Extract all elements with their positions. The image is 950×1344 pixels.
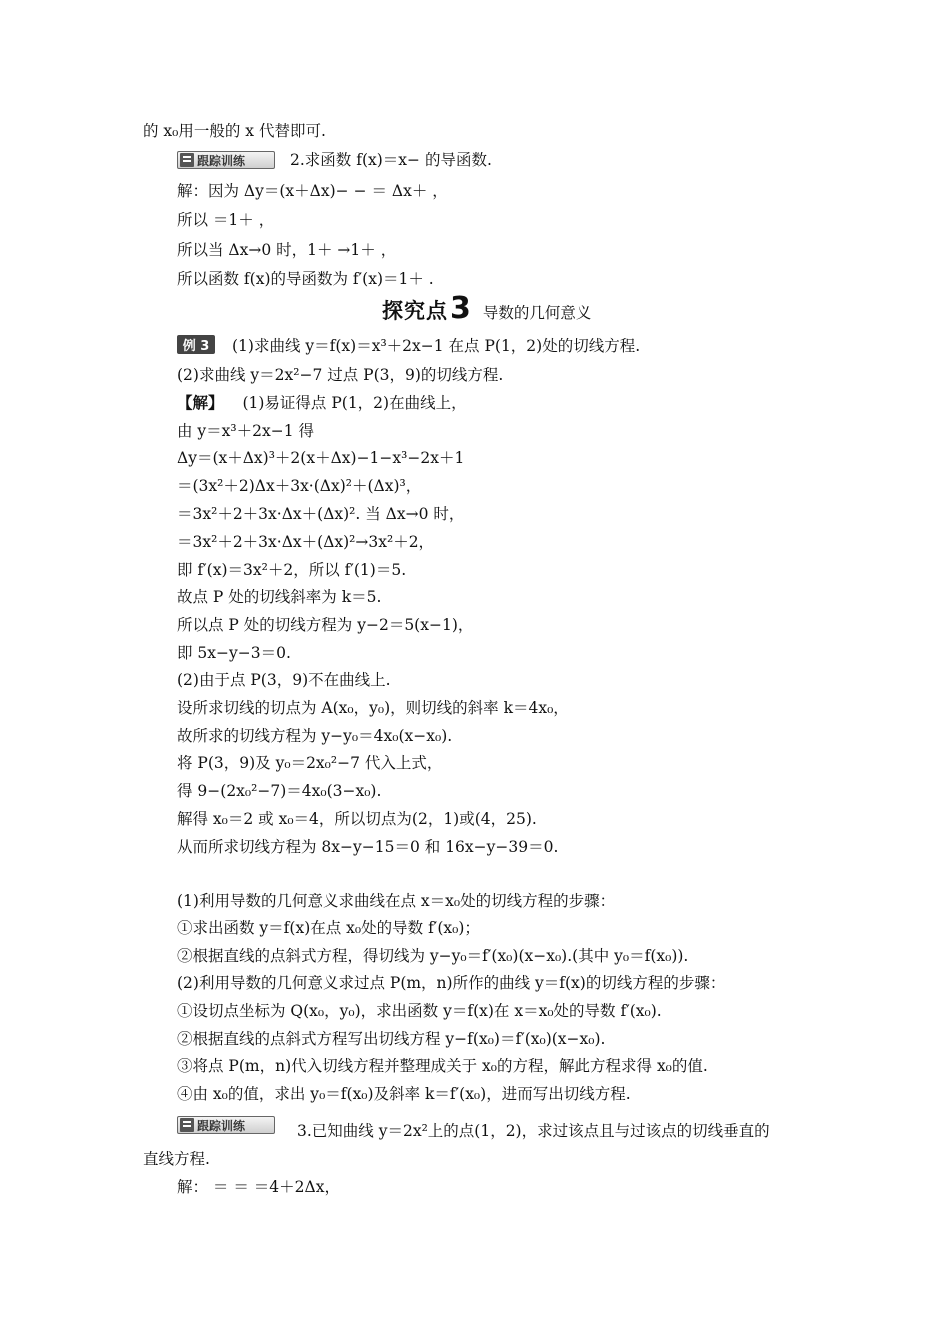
section-heading-number: 3 [450,291,471,326]
text-line: 即 f′(x)＝3x²＋2，所以 f′(1)＝5. [177,561,407,579]
text-line: ＝3x²＋2＋3x·Δx＋(Δx)²→3x²＋2， [177,533,435,551]
text-line: 的 x₀用一般的 x 代替即可. [143,122,326,140]
text-line: 即 5x−y−3＝0. [177,644,291,662]
method-summary-line: ④由 x₀的值，求出 y₀＝f(x₀)及斜率 k＝f′(x₀)，进而写出切线方程. [177,1085,631,1103]
solution-label: 【解】 [177,394,224,412]
method-summary-line: (1)利用导数的几何意义求曲线在点 x＝x₀处的切线方程的步骤： [177,892,616,910]
method-summary-line: ①求出函数 y＝f(x)在点 x₀处的导数 f′(x₀)； [177,919,480,937]
text-line: 所以函数 f(x)的导函数为 f′(x)＝1＋ . [177,270,434,288]
text-line: 得 9−(2x₀²−7)＝4x₀(3−x₀). [177,782,382,800]
section-heading-subtitle: 导数的几何意义 [482,304,592,322]
method-summary-line: ③将点 P(m，n)代入切线方程并整理成关于 x₀的方程，解此方程求得 x₀的值. [177,1057,708,1075]
example-badge: 例 3 [177,335,215,354]
text-line: 解得 x₀＝2 或 x₀＝4，所以切点为(2，1)或(4，25). [177,810,537,828]
solution-first-line [177,393,467,413]
follow-training-label: 跟踪训练 [197,1118,246,1133]
text-line: 解： ＝ ＝ ＝4＋2Δx， [177,1178,340,1196]
text-line: 所以点 P 处的切线方程为 y−2＝5(x−1)， [177,616,474,634]
document-check-icon [180,1118,194,1132]
text-line: ＝(3x²＋2)Δx＋3x·(Δx)²＋(Δx)³， [177,477,422,495]
exercise-3-question: 3.已知曲线 y＝2x²上的点(1，2)，求过该点且与过该点的切线垂直的 [297,1122,770,1140]
text-line: 由 y＝x³＋2x−1 得 [177,422,315,440]
exercise-3-question-cont: 直线方程. [143,1150,210,1168]
text-line: 所以 ＝1＋ ， [177,211,275,229]
text-line: 所以当 Δx→0 时，1＋ →1＋ ， [177,241,397,259]
example-3-part-2: (2)求曲线 y＝2x²−7 过点 P(3，9)的切线方程. [177,366,504,384]
text-line: 将 P(3，9)及 y₀＝2x₀²−7 代入上式， [177,754,443,772]
section-heading [382,291,592,326]
follow-training-badge [177,1116,275,1134]
method-summary-line: ②根据直线的点斜式方程写出切线方程 y−f(x₀)＝f′(x₀)(x−x₀). [177,1030,606,1048]
text-line: 从而所求切线方程为 8x−y−15＝0 和 16x−y−39＝0. [177,838,559,856]
method-summary-line: (2)利用导数的几何意义求过点 P(m，n)所作的曲线 y＝f(x)的切线方程的步骤： [177,974,726,992]
method-summary-line: ①设切点坐标为 Q(x₀，y₀)，求出函数 y＝f(x)在 x＝x₀处的导数 f′(x₀). [177,1002,662,1020]
text-line: 设所求切线的切点为 A(x₀，y₀)，则切线的斜率 k＝4x₀， [177,699,569,717]
solution-text: (1)易证得点 P(1，2)在曲线上， [242,394,467,412]
section-heading-title: 探究点 [382,299,448,323]
document-check-icon [180,153,194,167]
text-line: (2)由于点 P(3，9)不在曲线上. [177,671,391,689]
text-line: Δy＝(x＋Δx)³＋2(x＋Δx)−1−x³−2x＋1 [177,449,465,467]
method-summary-line: ②根据直线的点斜式方程，得切线为 y−y₀＝f′(x₀)(x−x₀).(其中 y₀＝f(x₀)). [177,947,689,965]
exercise-2-question: 2.求函数 f(x)＝x− 的导函数. [290,151,492,169]
text-line: 故所求的切线方程为 y−y₀＝4x₀(x−x₀). [177,727,453,745]
text-line: 故点 P 处的切线斜率为 k＝5. [177,588,382,606]
follow-training-badge [177,151,275,169]
text-line: 解：因为 Δy＝(x＋Δx)− − ＝ Δx＋ ， [177,182,448,200]
example-3-part-1: (1)求曲线 y＝f(x)＝x³＋2x−1 在点 P(1，2)处的切线方程. [232,337,641,355]
follow-training-label: 跟踪训练 [197,153,246,168]
text-line: ＝3x²＋2＋3x·Δx＋(Δx)². 当 Δx→0 时， [177,505,465,523]
